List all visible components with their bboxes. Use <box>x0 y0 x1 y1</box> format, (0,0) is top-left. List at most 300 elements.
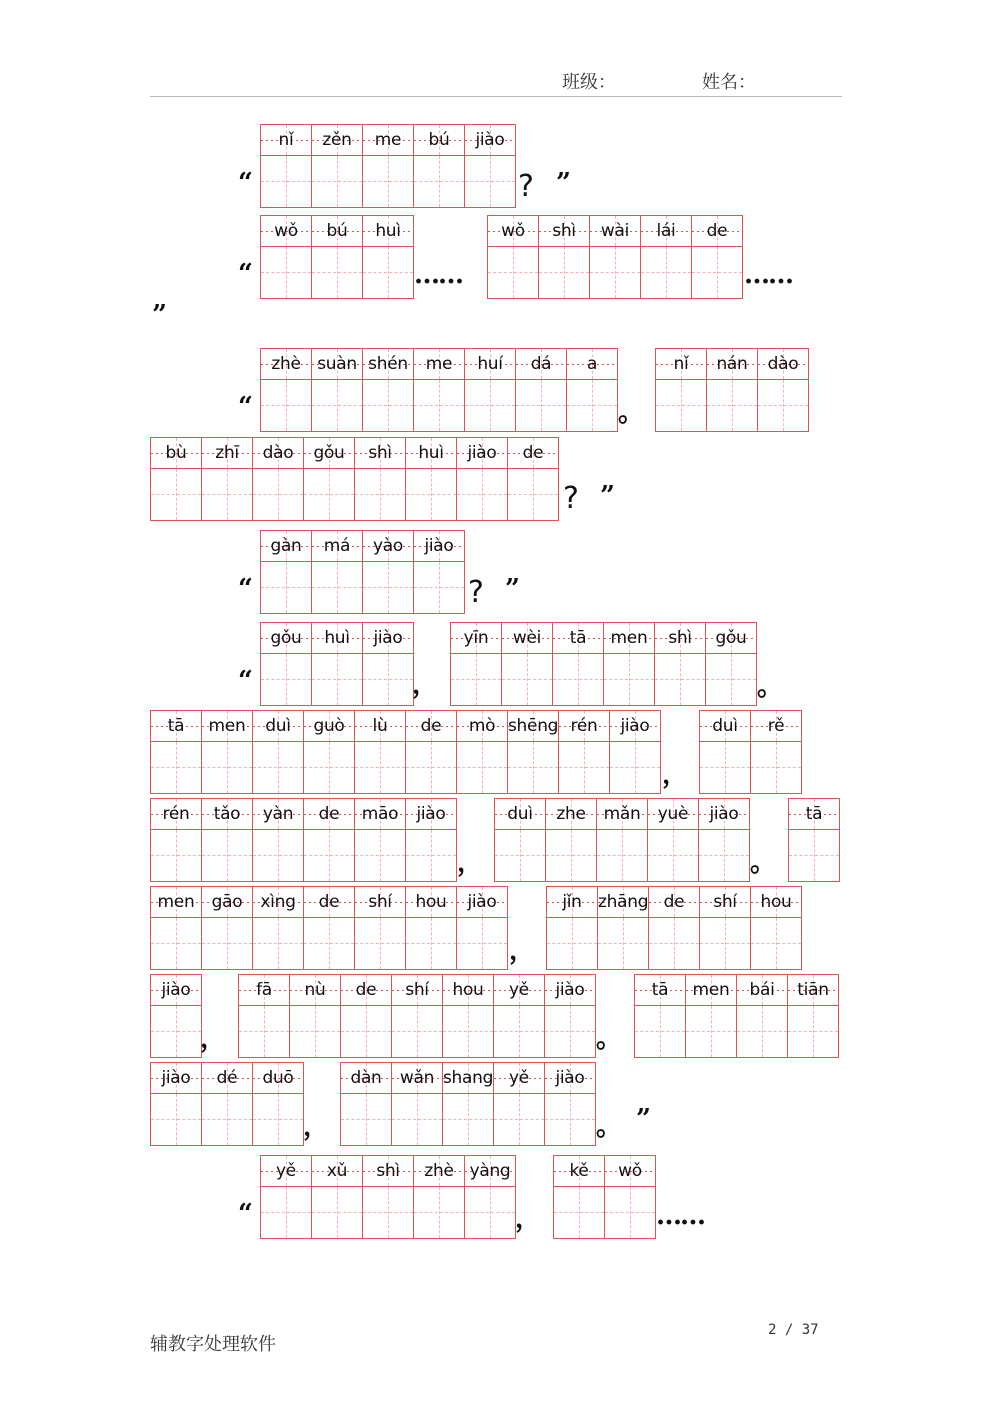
hanzi-writing-box[interactable] <box>546 830 596 881</box>
hanzi-writing-box[interactable] <box>312 1187 362 1238</box>
hanzi-writing-box[interactable] <box>151 830 201 881</box>
hanzi-writing-box[interactable] <box>261 247 311 298</box>
hanzi-writing-box[interactable] <box>686 1006 736 1057</box>
hanzi-writing-box[interactable] <box>604 654 654 705</box>
pinyin-cell <box>312 215 363 299</box>
pinyin-cell <box>610 710 661 794</box>
pinyin-row <box>700 887 750 918</box>
hanzi-writing-box[interactable] <box>414 156 464 207</box>
pinyin-syllable: men <box>157 892 195 912</box>
pinyin-syllable: shang <box>443 1068 494 1088</box>
hanzi-writing-box[interactable] <box>261 380 311 431</box>
pinyin-cell <box>699 798 750 882</box>
pinyin-syllable: gāo <box>211 892 243 912</box>
hanzi-writing-box[interactable] <box>363 156 413 207</box>
pinyin-cell <box>202 1062 253 1146</box>
hanzi-writing-box[interactable] <box>559 742 609 793</box>
pinyin-cell <box>457 437 508 521</box>
hanzi-writing-box[interactable] <box>312 156 362 207</box>
pinyin-row <box>239 975 289 1006</box>
pinyin-cell <box>304 886 355 970</box>
hanzi-writing-box[interactable] <box>443 1094 493 1145</box>
pinyin-row <box>253 1063 303 1094</box>
hanzi-writing-box[interactable] <box>355 830 405 881</box>
pinyin-row <box>567 349 617 380</box>
pinyin-grid-group <box>260 530 465 614</box>
hanzi-writing-box[interactable] <box>304 742 354 793</box>
pinyin-cell <box>355 886 406 970</box>
hanzi-writing-box[interactable] <box>414 1187 464 1238</box>
hanzi-writing-box[interactable] <box>443 1006 493 1057</box>
pinyin-grid-group <box>340 1062 596 1146</box>
hanzi-writing-box[interactable] <box>737 1006 787 1057</box>
pinyin-cell <box>465 348 516 432</box>
hanzi-writing-box[interactable] <box>406 830 456 881</box>
hanzi-writing-box[interactable] <box>758 380 808 431</box>
pinyin-cell <box>648 798 699 882</box>
pinyin-cell <box>304 710 355 794</box>
pinyin-grid-group <box>450 622 757 706</box>
pinyin-syllable: bú <box>428 130 450 150</box>
pinyin-row <box>508 438 558 469</box>
hanzi-writing-box[interactable] <box>751 742 801 793</box>
hanzi-writing-box[interactable] <box>363 654 413 705</box>
hanzi-writing-box[interactable] <box>516 380 566 431</box>
pinyin-syllable: bù <box>165 443 187 463</box>
pinyin-grid-group <box>238 974 596 1058</box>
pinyin-row <box>758 349 808 380</box>
pinyin-cell <box>502 622 553 706</box>
pinyin-row <box>312 216 362 247</box>
hanzi-writing-box[interactable] <box>202 469 252 520</box>
pinyin-cell <box>406 798 457 882</box>
hanzi-writing-box[interactable] <box>414 562 464 613</box>
pinyin-syllable: nán <box>716 354 748 374</box>
punctuation-mark: …… <box>744 260 792 290</box>
pinyin-syllable: yàn <box>262 804 294 824</box>
hanzi-writing-box[interactable] <box>457 918 507 969</box>
hanzi-writing-box[interactable] <box>202 742 252 793</box>
pinyin-syllable: dào <box>262 443 294 463</box>
hanzi-writing-box[interactable] <box>545 1006 595 1057</box>
pinyin-row <box>355 438 405 469</box>
pinyin-cell <box>341 1062 392 1146</box>
pinyin-syllable: rě <box>767 716 785 736</box>
punctuation-mark: ， <box>662 760 689 790</box>
pinyin-cell <box>465 124 516 208</box>
pinyin-row <box>516 349 566 380</box>
hanzi-writing-box[interactable] <box>202 830 252 881</box>
hanzi-writing-box[interactable] <box>494 1006 544 1057</box>
hanzi-writing-box[interactable] <box>414 380 464 431</box>
hanzi-writing-box[interactable] <box>261 1187 311 1238</box>
pinyin-row <box>202 438 252 469</box>
pinyin-syllable: dào <box>767 354 799 374</box>
hanzi-writing-box[interactable] <box>508 469 558 520</box>
pinyin-cell <box>656 348 707 432</box>
pinyin-syllable: wǒ <box>274 221 298 241</box>
pinyin-cell <box>363 215 414 299</box>
punctuation-mark: ” <box>556 168 571 198</box>
hanzi-writing-box[interactable] <box>655 654 705 705</box>
pinyin-row <box>598 887 648 918</box>
pinyin-grid-group <box>150 710 661 794</box>
hanzi-writing-box[interactable] <box>641 247 691 298</box>
pinyin-syllable: shí <box>713 892 737 912</box>
pinyin-cell <box>494 1062 545 1146</box>
page-number: 2 / 37 <box>768 1322 819 1338</box>
hanzi-writing-box[interactable] <box>597 830 647 881</box>
hanzi-writing-box[interactable] <box>261 654 311 705</box>
pinyin-syllable: duì <box>265 716 291 736</box>
hanzi-writing-box[interactable] <box>253 1094 303 1145</box>
pinyin-cell <box>546 798 597 882</box>
pinyin-cell <box>363 622 414 706</box>
pinyin-syllable: hou <box>760 892 792 912</box>
hanzi-writing-box[interactable] <box>253 469 303 520</box>
pinyin-syllable: yě <box>509 1068 529 1088</box>
header-name-label: 姓名： <box>702 72 756 93</box>
pinyin-row <box>655 623 705 654</box>
pinyin-syllable: de <box>663 892 685 912</box>
pinyin-syllable: gǒu <box>270 628 302 648</box>
hanzi-writing-box[interactable] <box>547 918 597 969</box>
pinyin-row <box>465 349 515 380</box>
hanzi-writing-box[interactable] <box>610 742 660 793</box>
pinyin-row <box>495 799 545 830</box>
pinyin-syllable: zhe <box>556 804 586 824</box>
pinyin-cell <box>261 124 312 208</box>
pinyin-syllable: wài <box>600 221 630 241</box>
pinyin-syllable: wǒ <box>618 1161 642 1181</box>
pinyin-cell <box>451 622 502 706</box>
pinyin-row <box>304 711 354 742</box>
hanzi-writing-box[interactable] <box>290 1006 340 1057</box>
pinyin-syllable: tā <box>167 716 185 736</box>
hanzi-writing-box[interactable] <box>406 742 456 793</box>
pinyin-row <box>355 887 405 918</box>
pinyin-row <box>604 623 654 654</box>
pinyin-cell <box>707 348 758 432</box>
hanzi-writing-box[interactable] <box>261 156 311 207</box>
pinyin-syllable: jǐn <box>562 892 582 912</box>
pinyin-syllable: duì <box>712 716 738 736</box>
pinyin-syllable: jiào <box>467 443 497 463</box>
hanzi-writing-box[interactable] <box>363 1187 413 1238</box>
pinyin-row <box>465 1156 515 1187</box>
hanzi-writing-box[interactable] <box>312 562 362 613</box>
pinyin-syllable: de <box>355 980 377 1000</box>
hanzi-writing-box[interactable] <box>789 830 839 881</box>
hanzi-writing-box[interactable] <box>451 654 501 705</box>
hanzi-writing-box[interactable] <box>700 742 750 793</box>
hanzi-writing-box[interactable] <box>363 380 413 431</box>
pinyin-row <box>699 799 749 830</box>
hanzi-writing-box[interactable] <box>355 742 405 793</box>
pinyin-row <box>656 349 706 380</box>
hanzi-writing-box[interactable] <box>635 1006 685 1057</box>
pinyin-syllable: fā <box>256 980 272 1000</box>
pinyin-row <box>546 799 596 830</box>
hanzi-writing-box[interactable] <box>253 742 303 793</box>
hanzi-writing-box[interactable] <box>312 380 362 431</box>
hanzi-writing-box[interactable] <box>406 469 456 520</box>
hanzi-writing-box[interactable] <box>253 830 303 881</box>
hanzi-writing-box[interactable] <box>151 469 201 520</box>
punctuation-mark: ? <box>563 481 579 516</box>
pinyin-row <box>597 799 647 830</box>
pinyin-syllable: yě <box>509 980 529 1000</box>
hanzi-writing-box[interactable] <box>355 918 405 969</box>
pinyin-syllable: huì <box>324 628 350 648</box>
hanzi-writing-box[interactable] <box>700 918 750 969</box>
punctuation-mark: “ <box>238 1199 253 1229</box>
pinyin-cell <box>261 622 312 706</box>
punctuation-mark: 。 <box>596 1024 623 1054</box>
pinyin-cell <box>737 974 788 1058</box>
pinyin-row <box>545 1063 595 1094</box>
hanzi-writing-box[interactable] <box>304 469 354 520</box>
pinyin-cell <box>290 974 341 1058</box>
pinyin-syllable: de <box>420 716 442 736</box>
hanzi-writing-box[interactable] <box>341 1006 391 1057</box>
pinyin-cell <box>363 124 414 208</box>
hanzi-writing-box[interactable] <box>751 918 801 969</box>
pinyin-row <box>151 438 201 469</box>
hanzi-writing-box[interactable] <box>553 654 603 705</box>
footer-software-name: 辅教字处理软件 <box>150 1334 276 1355</box>
pinyin-cell <box>495 798 546 882</box>
pinyin-cell <box>253 1062 304 1146</box>
pinyin-row <box>392 1063 442 1094</box>
pinyin-syllable: shén <box>368 354 408 374</box>
pinyin-syllable: jiào <box>555 980 585 1000</box>
pinyin-row <box>261 125 311 156</box>
pinyin-syllable: zhāng <box>598 892 649 912</box>
hanzi-writing-box[interactable] <box>545 1094 595 1145</box>
hanzi-writing-box[interactable] <box>151 918 201 969</box>
punctuation-mark: ， <box>200 1024 227 1054</box>
hanzi-writing-box[interactable] <box>465 1187 515 1238</box>
pinyin-syllable: shì <box>376 1161 400 1181</box>
hanzi-writing-box[interactable] <box>457 469 507 520</box>
pinyin-row <box>443 1063 493 1094</box>
pinyin-grid-group <box>487 215 743 299</box>
pinyin-row <box>261 1156 311 1187</box>
pinyin-cell <box>788 974 839 1058</box>
pinyin-cell <box>304 798 355 882</box>
hanzi-writing-box[interactable] <box>465 156 515 207</box>
pinyin-cell <box>590 215 641 299</box>
pinyin-row <box>304 438 354 469</box>
pinyin-cell <box>789 798 840 882</box>
pinyin-row <box>547 887 597 918</box>
hanzi-writing-box[interactable] <box>605 1187 655 1238</box>
pinyin-cell <box>406 437 457 521</box>
pinyin-cell <box>547 886 598 970</box>
hanzi-writing-box[interactable] <box>656 380 706 431</box>
hanzi-writing-box[interactable] <box>707 380 757 431</box>
hanzi-writing-box[interactable] <box>494 1094 544 1145</box>
pinyin-cell <box>692 215 743 299</box>
hanzi-writing-box[interactable] <box>706 654 756 705</box>
hanzi-writing-box[interactable] <box>508 742 558 793</box>
pinyin-cell <box>414 530 465 614</box>
hanzi-writing-box[interactable] <box>495 830 545 881</box>
punctuation-mark: ” <box>152 300 167 330</box>
pinyin-cell <box>202 437 253 521</box>
pinyin-cell <box>545 1062 596 1146</box>
pinyin-syllable: xǔ <box>326 1161 348 1181</box>
hanzi-writing-box[interactable] <box>457 742 507 793</box>
pinyin-syllable: zhè <box>424 1161 454 1181</box>
pinyin-cell <box>392 974 443 1058</box>
pinyin-cell <box>363 1155 414 1239</box>
pinyin-row <box>605 1156 655 1187</box>
hanzi-writing-box[interactable] <box>488 247 538 298</box>
pinyin-cell <box>151 1062 202 1146</box>
pinyin-syllable: rén <box>162 804 190 824</box>
pinyin-grid-group <box>260 622 414 706</box>
pinyin-row <box>414 531 464 562</box>
pinyin-syllable: de <box>318 892 340 912</box>
hanzi-writing-box[interactable] <box>341 1094 391 1145</box>
pinyin-syllable: jiào <box>373 628 403 648</box>
pinyin-row <box>202 887 252 918</box>
pinyin-cell <box>202 710 253 794</box>
hanzi-writing-box[interactable] <box>202 918 252 969</box>
pinyin-grid-group <box>150 1062 304 1146</box>
hanzi-writing-box[interactable] <box>649 918 699 969</box>
hanzi-writing-box[interactable] <box>239 1006 289 1057</box>
pinyin-syllable: de <box>318 804 340 824</box>
hanzi-writing-box[interactable] <box>151 742 201 793</box>
pinyin-row <box>590 216 640 247</box>
pinyin-cell <box>239 974 290 1058</box>
pinyin-cell <box>261 1155 312 1239</box>
punctuation-mark: “ <box>238 574 253 604</box>
pinyin-cell <box>355 798 406 882</box>
hanzi-writing-box[interactable] <box>567 380 617 431</box>
hanzi-writing-box[interactable] <box>304 918 354 969</box>
punctuation-mark: 。 <box>596 1112 623 1142</box>
hanzi-writing-box[interactable] <box>554 1187 604 1238</box>
pinyin-grid-group <box>788 798 840 882</box>
pinyin-cell <box>341 974 392 1058</box>
pinyin-row <box>751 711 801 742</box>
pinyin-row <box>363 1156 413 1187</box>
pinyin-row <box>700 711 750 742</box>
pinyin-row <box>414 349 464 380</box>
pinyin-row <box>488 216 538 247</box>
pinyin-syllable: tā <box>651 980 669 1000</box>
hanzi-writing-box[interactable] <box>502 654 552 705</box>
hanzi-writing-box[interactable] <box>392 1006 442 1057</box>
hanzi-writing-box[interactable] <box>363 247 413 298</box>
punctuation-mark: ” <box>636 1104 651 1134</box>
pinyin-cell <box>567 348 618 432</box>
hanzi-writing-box[interactable] <box>312 654 362 705</box>
pinyin-row <box>392 975 442 1006</box>
pinyin-syllable: yě <box>276 1161 296 1181</box>
pinyin-cell <box>457 710 508 794</box>
pinyin-syllable: wǎn <box>399 1068 435 1088</box>
pinyin-cell <box>508 710 559 794</box>
pinyin-cell <box>151 437 202 521</box>
pinyin-row <box>406 799 456 830</box>
pinyin-cell <box>700 886 751 970</box>
pinyin-cell <box>604 622 655 706</box>
pinyin-row <box>355 799 405 830</box>
pinyin-grid-group <box>150 437 559 521</box>
pinyin-cell <box>553 622 604 706</box>
pinyin-grid-group <box>699 710 802 794</box>
hanzi-writing-box[interactable] <box>355 469 405 520</box>
hanzi-writing-box[interactable] <box>392 1094 442 1145</box>
punctuation-mark: 。 <box>618 398 645 428</box>
punctuation-mark: 。 <box>750 848 777 878</box>
pinyin-grid-group <box>150 886 508 970</box>
pinyin-row <box>406 887 456 918</box>
hanzi-writing-box[interactable] <box>363 562 413 613</box>
hanzi-writing-box[interactable] <box>465 380 515 431</box>
pinyin-row <box>363 623 413 654</box>
hanzi-writing-box[interactable] <box>648 830 698 881</box>
pinyin-syllable: gǒu <box>313 443 345 463</box>
pinyin-row <box>312 125 362 156</box>
hanzi-writing-box[interactable] <box>253 918 303 969</box>
pinyin-row <box>304 887 354 918</box>
pinyin-grid-group <box>546 886 802 970</box>
pinyin-row <box>539 216 589 247</box>
pinyin-syllable: tiān <box>797 980 829 1000</box>
pinyin-syllable: de <box>522 443 544 463</box>
pinyin-row <box>290 975 340 1006</box>
hanzi-writing-box[interactable] <box>539 247 589 298</box>
pinyin-grid-group <box>260 1155 516 1239</box>
pinyin-syllable: duì <box>507 804 533 824</box>
hanzi-writing-box[interactable] <box>406 918 456 969</box>
hanzi-writing-box[interactable] <box>304 830 354 881</box>
hanzi-writing-box[interactable] <box>699 830 749 881</box>
pinyin-cell <box>151 974 202 1058</box>
hanzi-writing-box[interactable] <box>151 1094 201 1145</box>
pinyin-syllable: nù <box>304 980 326 1000</box>
pinyin-row <box>494 975 544 1006</box>
hanzi-writing-box[interactable] <box>692 247 742 298</box>
hanzi-writing-box[interactable] <box>202 1094 252 1145</box>
hanzi-writing-box[interactable] <box>151 1006 201 1057</box>
pinyin-row <box>253 887 303 918</box>
hanzi-writing-box[interactable] <box>261 562 311 613</box>
pinyin-grid-group <box>260 124 516 208</box>
hanzi-writing-box[interactable] <box>590 247 640 298</box>
hanzi-writing-box[interactable] <box>598 918 648 969</box>
pinyin-row <box>457 887 507 918</box>
pinyin-row <box>261 216 311 247</box>
hanzi-writing-box[interactable] <box>312 247 362 298</box>
punctuation-mark: “ <box>238 392 253 422</box>
pinyin-row <box>202 1063 252 1094</box>
pinyin-row <box>751 887 801 918</box>
pinyin-row <box>414 125 464 156</box>
pinyin-row <box>610 711 660 742</box>
hanzi-writing-box[interactable] <box>788 1006 838 1057</box>
pinyin-syllable: shí <box>368 892 392 912</box>
pinyin-row <box>151 887 201 918</box>
pinyin-cell <box>516 348 567 432</box>
pinyin-syllable: mǎn <box>603 804 641 824</box>
